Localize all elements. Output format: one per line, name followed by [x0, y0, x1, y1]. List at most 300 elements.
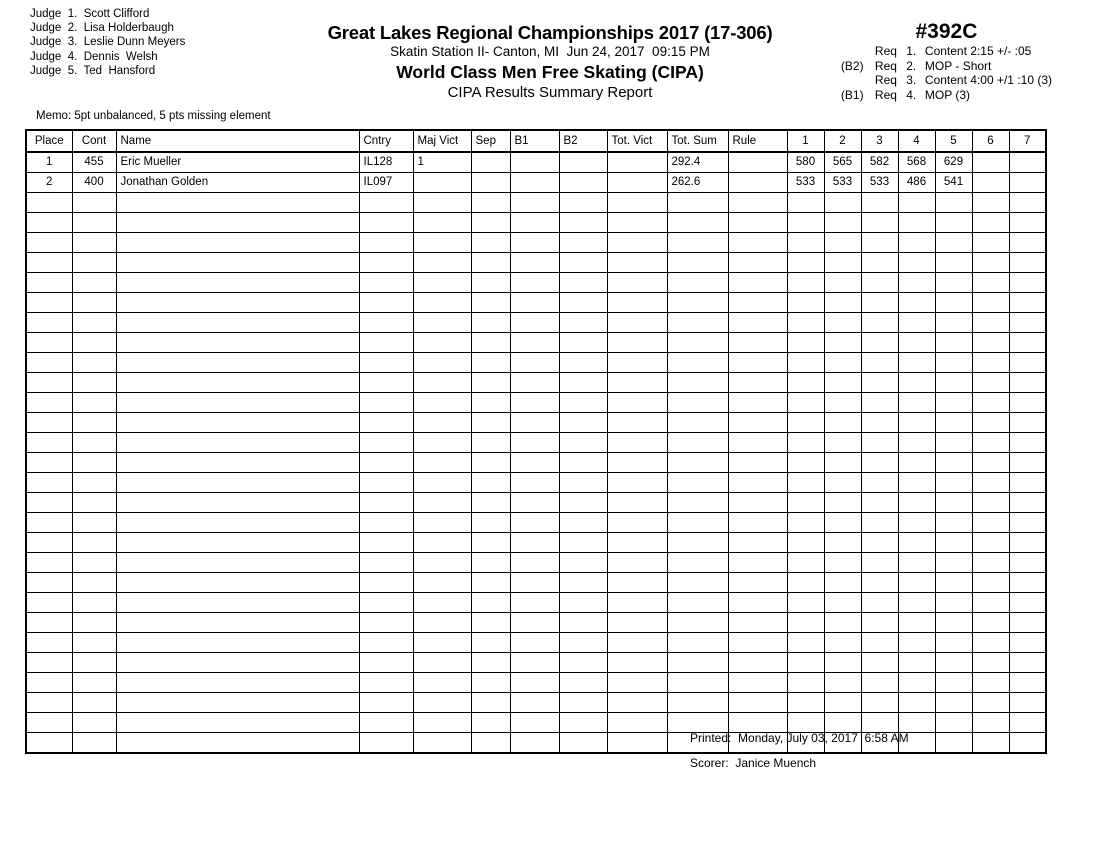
cell-tot_sum[interactable] [667, 453, 728, 473]
cell-tot_sum[interactable] [667, 633, 728, 653]
cell-name[interactable] [116, 613, 359, 633]
cell-tot_vict[interactable] [607, 313, 667, 333]
cell-j5[interactable] [935, 593, 972, 613]
cell-cntry[interactable] [359, 373, 413, 393]
cell-b2[interactable] [559, 313, 607, 333]
cell-b2[interactable] [559, 213, 607, 233]
cell-cntry[interactable] [359, 313, 413, 333]
cell-j2[interactable] [824, 333, 861, 353]
cell-cont[interactable] [72, 253, 116, 273]
cell-sep[interactable] [471, 233, 510, 253]
cell-name[interactable] [116, 693, 359, 713]
cell-b1[interactable] [510, 293, 559, 313]
cell-rule[interactable] [728, 693, 787, 713]
cell-tot_sum[interactable] [667, 413, 728, 433]
cell-j5[interactable] [935, 493, 972, 513]
cell-j7[interactable] [1009, 353, 1046, 373]
cell-name[interactable] [116, 513, 359, 533]
cell-cont[interactable] [72, 473, 116, 493]
cell-cntry[interactable] [359, 453, 413, 473]
column-header-place[interactable]: Place [26, 130, 72, 152]
cell-j7[interactable] [1009, 633, 1046, 653]
cell-j5[interactable] [935, 673, 972, 693]
cell-place[interactable] [26, 553, 72, 573]
cell-tot_vict[interactable] [607, 733, 667, 754]
cell-j4[interactable] [898, 493, 935, 513]
cell-cont[interactable] [72, 313, 116, 333]
cell-sep[interactable] [471, 693, 510, 713]
cell-name[interactable] [116, 653, 359, 673]
cell-tot_sum[interactable] [667, 213, 728, 233]
cell-j3[interactable]: 533 [861, 173, 898, 193]
cell-j4[interactable] [898, 333, 935, 353]
cell-sep[interactable] [471, 193, 510, 213]
cell-j4[interactable] [898, 213, 935, 233]
cell-j6[interactable] [972, 413, 1009, 433]
cell-cont[interactable] [72, 453, 116, 473]
cell-tot_vict[interactable] [607, 152, 667, 173]
cell-cont[interactable] [72, 653, 116, 673]
cell-tot_sum[interactable] [667, 513, 728, 533]
cell-j2[interactable] [824, 353, 861, 373]
cell-maj_vict[interactable] [413, 173, 471, 193]
cell-j5[interactable] [935, 693, 972, 713]
cell-sep[interactable] [471, 333, 510, 353]
cell-j6[interactable] [972, 573, 1009, 593]
cell-j1[interactable] [787, 273, 824, 293]
cell-tot_vict[interactable] [607, 533, 667, 553]
cell-j5[interactable] [935, 313, 972, 333]
cell-j3[interactable] [861, 193, 898, 213]
cell-j6[interactable] [972, 213, 1009, 233]
cell-maj_vict[interactable] [413, 533, 471, 553]
cell-tot_sum[interactable] [667, 273, 728, 293]
cell-name[interactable] [116, 673, 359, 693]
cell-sep[interactable] [471, 473, 510, 493]
table-row[interactable] [26, 313, 1046, 333]
cell-b1[interactable] [510, 393, 559, 413]
cell-j6[interactable] [972, 353, 1009, 373]
cell-rule[interactable] [728, 173, 787, 193]
cell-maj_vict[interactable] [413, 433, 471, 453]
cell-j4[interactable] [898, 313, 935, 333]
table-row[interactable] [26, 693, 1046, 713]
cell-name[interactable] [116, 713, 359, 733]
cell-cont[interactable] [72, 393, 116, 413]
cell-j1[interactable]: 580 [787, 152, 824, 173]
table-row[interactable] [26, 513, 1046, 533]
cell-b1[interactable] [510, 613, 559, 633]
cell-j5[interactable] [935, 453, 972, 473]
cell-j2[interactable] [824, 633, 861, 653]
cell-sep[interactable] [471, 653, 510, 673]
cell-name[interactable] [116, 213, 359, 233]
cell-tot_sum[interactable] [667, 593, 728, 613]
cell-b1[interactable] [510, 433, 559, 453]
cell-j1[interactable] [787, 293, 824, 313]
cell-j1[interactable] [787, 533, 824, 553]
column-header-maj_vict[interactable]: Maj Vict [413, 130, 471, 152]
cell-sep[interactable] [471, 433, 510, 453]
cell-j4[interactable] [898, 653, 935, 673]
cell-b2[interactable] [559, 693, 607, 713]
column-header-j7[interactable]: 7 [1009, 130, 1046, 152]
cell-place[interactable] [26, 633, 72, 653]
cell-cont[interactable] [72, 633, 116, 653]
cell-place[interactable] [26, 353, 72, 373]
cell-j3[interactable] [861, 353, 898, 373]
cell-b2[interactable] [559, 373, 607, 393]
cell-b2[interactable] [559, 593, 607, 613]
cell-rule[interactable] [728, 613, 787, 633]
column-header-j6[interactable]: 6 [972, 130, 1009, 152]
cell-j3[interactable] [861, 693, 898, 713]
cell-j2[interactable] [824, 553, 861, 573]
cell-rule[interactable] [728, 393, 787, 413]
cell-j3[interactable] [861, 553, 898, 573]
cell-j7[interactable] [1009, 193, 1046, 213]
cell-b2[interactable] [559, 673, 607, 693]
cell-name[interactable] [116, 453, 359, 473]
cell-maj_vict[interactable]: 1 [413, 152, 471, 173]
table-row[interactable] [26, 533, 1046, 553]
cell-cntry[interactable] [359, 333, 413, 353]
column-header-tot_sum[interactable]: Tot. Sum [667, 130, 728, 152]
cell-tot_sum[interactable] [667, 433, 728, 453]
table-row[interactable] [26, 353, 1046, 373]
cell-maj_vict[interactable] [413, 333, 471, 353]
cell-name[interactable] [116, 373, 359, 393]
cell-place[interactable] [26, 413, 72, 433]
cell-rule[interactable] [728, 353, 787, 373]
cell-maj_vict[interactable] [413, 293, 471, 313]
cell-j5[interactable] [935, 413, 972, 433]
cell-j6[interactable] [972, 173, 1009, 193]
cell-tot_sum[interactable] [667, 253, 728, 273]
cell-place[interactable] [26, 533, 72, 553]
cell-j2[interactable]: 565 [824, 152, 861, 173]
cell-j2[interactable] [824, 473, 861, 493]
cell-j4[interactable] [898, 473, 935, 493]
cell-j7[interactable] [1009, 453, 1046, 473]
table-row[interactable] [26, 233, 1046, 253]
cell-j2[interactable]: 533 [824, 173, 861, 193]
cell-cntry[interactable] [359, 513, 413, 533]
cell-j7[interactable] [1009, 553, 1046, 573]
table-row[interactable] [26, 373, 1046, 393]
cell-b1[interactable] [510, 373, 559, 393]
cell-j1[interactable] [787, 233, 824, 253]
cell-j1[interactable] [787, 573, 824, 593]
cell-b2[interactable] [559, 713, 607, 733]
cell-b1[interactable] [510, 553, 559, 573]
cell-j1[interactable] [787, 493, 824, 513]
cell-tot_vict[interactable] [607, 333, 667, 353]
cell-name[interactable] [116, 413, 359, 433]
cell-j4[interactable] [898, 193, 935, 213]
cell-j6[interactable] [972, 453, 1009, 473]
cell-name[interactable] [116, 273, 359, 293]
cell-j1[interactable] [787, 373, 824, 393]
cell-cntry[interactable] [359, 553, 413, 573]
cell-sep[interactable] [471, 353, 510, 373]
cell-place[interactable] [26, 433, 72, 453]
cell-j5[interactable] [935, 473, 972, 493]
cell-cont[interactable] [72, 413, 116, 433]
cell-j1[interactable] [787, 613, 824, 633]
cell-b1[interactable] [510, 193, 559, 213]
cell-b2[interactable] [559, 173, 607, 193]
cell-b1[interactable] [510, 253, 559, 273]
cell-cntry[interactable] [359, 353, 413, 373]
cell-j5[interactable] [935, 573, 972, 593]
cell-b2[interactable] [559, 193, 607, 213]
cell-cont[interactable]: 400 [72, 173, 116, 193]
cell-j5[interactable] [935, 333, 972, 353]
table-row[interactable] [26, 593, 1046, 613]
cell-j2[interactable] [824, 573, 861, 593]
column-header-b2[interactable]: B2 [559, 130, 607, 152]
cell-j3[interactable] [861, 233, 898, 253]
cell-b1[interactable] [510, 593, 559, 613]
cell-b2[interactable] [559, 553, 607, 573]
cell-b2[interactable] [559, 393, 607, 413]
cell-place[interactable] [26, 573, 72, 593]
cell-place[interactable] [26, 453, 72, 473]
cell-j5[interactable] [935, 373, 972, 393]
cell-rule[interactable] [728, 433, 787, 453]
cell-name[interactable] [116, 293, 359, 313]
cell-rule[interactable] [728, 473, 787, 493]
cell-b1[interactable] [510, 233, 559, 253]
cell-j4[interactable]: 486 [898, 173, 935, 193]
cell-name[interactable] [116, 533, 359, 553]
cell-j5[interactable] [935, 213, 972, 233]
cell-cont[interactable] [72, 593, 116, 613]
cell-rule[interactable] [728, 553, 787, 573]
cell-j1[interactable] [787, 433, 824, 453]
cell-maj_vict[interactable] [413, 453, 471, 473]
cell-rule[interactable] [728, 233, 787, 253]
cell-place[interactable] [26, 213, 72, 233]
cell-name[interactable] [116, 333, 359, 353]
cell-place[interactable] [26, 373, 72, 393]
table-row[interactable] [26, 193, 1046, 213]
cell-rule[interactable] [728, 673, 787, 693]
cell-j1[interactable] [787, 313, 824, 333]
cell-tot_vict[interactable] [607, 593, 667, 613]
cell-b1[interactable] [510, 493, 559, 513]
cell-j4[interactable] [898, 433, 935, 453]
cell-place[interactable] [26, 233, 72, 253]
cell-j7[interactable] [1009, 213, 1046, 233]
cell-tot_vict[interactable] [607, 173, 667, 193]
cell-j3[interactable] [861, 253, 898, 273]
cell-cont[interactable] [72, 193, 116, 213]
cell-j1[interactable] [787, 353, 824, 373]
cell-place[interactable] [26, 313, 72, 333]
cell-j7[interactable] [1009, 373, 1046, 393]
cell-j2[interactable] [824, 193, 861, 213]
cell-j5[interactable] [935, 653, 972, 673]
cell-j3[interactable] [861, 473, 898, 493]
cell-j1[interactable] [787, 593, 824, 613]
cell-j5[interactable] [935, 633, 972, 653]
cell-j3[interactable] [861, 293, 898, 313]
table-row[interactable] [26, 253, 1046, 273]
cell-j4[interactable]: 568 [898, 152, 935, 173]
cell-j6[interactable] [972, 333, 1009, 353]
cell-maj_vict[interactable] [413, 393, 471, 413]
cell-tot_vict[interactable] [607, 553, 667, 573]
cell-j6[interactable] [972, 533, 1009, 553]
cell-rule[interactable] [728, 453, 787, 473]
cell-j6[interactable] [972, 713, 1009, 733]
table-row[interactable] [26, 453, 1046, 473]
cell-j1[interactable] [787, 253, 824, 273]
cell-cont[interactable] [72, 713, 116, 733]
cell-j6[interactable] [972, 393, 1009, 413]
cell-sep[interactable] [471, 213, 510, 233]
cell-j2[interactable] [824, 533, 861, 553]
cell-place[interactable] [26, 693, 72, 713]
cell-tot_sum[interactable]: 292.4 [667, 152, 728, 173]
cell-maj_vict[interactable] [413, 513, 471, 533]
cell-cntry[interactable] [359, 293, 413, 313]
cell-j1[interactable] [787, 633, 824, 653]
cell-cont[interactable] [72, 233, 116, 253]
table-row[interactable] [26, 553, 1046, 573]
cell-b1[interactable] [510, 533, 559, 553]
cell-place[interactable] [26, 713, 72, 733]
cell-tot_sum[interactable]: 262.6 [667, 173, 728, 193]
cell-tot_vict[interactable] [607, 253, 667, 273]
table-row[interactable] [26, 613, 1046, 633]
cell-rule[interactable] [728, 313, 787, 333]
cell-tot_vict[interactable] [607, 273, 667, 293]
column-header-cntry[interactable]: Cntry [359, 130, 413, 152]
cell-j5[interactable] [935, 613, 972, 633]
cell-j3[interactable] [861, 573, 898, 593]
cell-tot_sum[interactable] [667, 393, 728, 413]
cell-j5[interactable] [935, 513, 972, 533]
cell-tot_vict[interactable] [607, 433, 667, 453]
cell-j7[interactable] [1009, 233, 1046, 253]
table-row[interactable] [26, 333, 1046, 353]
cell-j4[interactable] [898, 393, 935, 413]
table-row[interactable] [26, 473, 1046, 493]
cell-sep[interactable] [471, 533, 510, 553]
cell-j6[interactable] [972, 673, 1009, 693]
cell-cntry[interactable] [359, 693, 413, 713]
cell-maj_vict[interactable] [413, 553, 471, 573]
cell-place[interactable] [26, 733, 72, 754]
cell-maj_vict[interactable] [413, 373, 471, 393]
cell-name[interactable] [116, 433, 359, 453]
cell-sep[interactable] [471, 393, 510, 413]
cell-j5[interactable] [935, 553, 972, 573]
cell-j5[interactable] [935, 293, 972, 313]
cell-cntry[interactable] [359, 493, 413, 513]
cell-b1[interactable] [510, 473, 559, 493]
cell-b2[interactable] [559, 533, 607, 553]
cell-b2[interactable] [559, 653, 607, 673]
cell-j1[interactable] [787, 673, 824, 693]
column-header-tot_vict[interactable]: Tot. Vict [607, 130, 667, 152]
cell-j7[interactable] [1009, 493, 1046, 513]
cell-j7[interactable] [1009, 613, 1046, 633]
cell-rule[interactable] [728, 633, 787, 653]
cell-cntry[interactable] [359, 253, 413, 273]
cell-j2[interactable] [824, 373, 861, 393]
cell-j7[interactable] [1009, 152, 1046, 173]
cell-sep[interactable] [471, 493, 510, 513]
cell-place[interactable] [26, 293, 72, 313]
cell-j7[interactable] [1009, 313, 1046, 333]
cell-cntry[interactable] [359, 613, 413, 633]
cell-b2[interactable] [559, 613, 607, 633]
cell-b2[interactable] [559, 353, 607, 373]
cell-j5[interactable]: 541 [935, 173, 972, 193]
cell-b1[interactable] [510, 173, 559, 193]
cell-j4[interactable] [898, 673, 935, 693]
cell-j6[interactable] [972, 693, 1009, 713]
cell-j4[interactable] [898, 693, 935, 713]
cell-j5[interactable] [935, 393, 972, 413]
cell-maj_vict[interactable] [413, 213, 471, 233]
cell-tot_vict[interactable] [607, 693, 667, 713]
cell-sep[interactable] [471, 152, 510, 173]
cell-j7[interactable] [1009, 333, 1046, 353]
cell-b2[interactable] [559, 273, 607, 293]
cell-sep[interactable] [471, 313, 510, 333]
cell-sep[interactable] [471, 373, 510, 393]
cell-j6[interactable] [972, 513, 1009, 533]
cell-sep[interactable] [471, 293, 510, 313]
cell-name[interactable] [116, 633, 359, 653]
cell-b1[interactable] [510, 653, 559, 673]
cell-j4[interactable] [898, 613, 935, 633]
cell-tot_vict[interactable] [607, 373, 667, 393]
cell-j3[interactable] [861, 213, 898, 233]
cell-cntry[interactable] [359, 713, 413, 733]
cell-b1[interactable] [510, 152, 559, 173]
cell-tot_vict[interactable] [607, 193, 667, 213]
cell-cntry[interactable] [359, 673, 413, 693]
column-header-j3[interactable]: 3 [861, 130, 898, 152]
cell-j7[interactable] [1009, 393, 1046, 413]
cell-j2[interactable] [824, 653, 861, 673]
cell-j4[interactable] [898, 453, 935, 473]
cell-j3[interactable] [861, 433, 898, 453]
cell-j5[interactable] [935, 353, 972, 373]
cell-j4[interactable] [898, 533, 935, 553]
cell-cont[interactable] [72, 733, 116, 754]
cell-tot_sum[interactable] [667, 313, 728, 333]
cell-tot_vict[interactable] [607, 573, 667, 593]
cell-b2[interactable] [559, 333, 607, 353]
cell-cont[interactable] [72, 273, 116, 293]
cell-j6[interactable] [972, 293, 1009, 313]
cell-j2[interactable] [824, 233, 861, 253]
cell-b1[interactable] [510, 673, 559, 693]
cell-tot_sum[interactable] [667, 373, 728, 393]
cell-rule[interactable] [728, 293, 787, 313]
cell-tot_vict[interactable] [607, 453, 667, 473]
cell-j3[interactable] [861, 513, 898, 533]
table-row[interactable] [26, 653, 1046, 673]
cell-j3[interactable] [861, 593, 898, 613]
